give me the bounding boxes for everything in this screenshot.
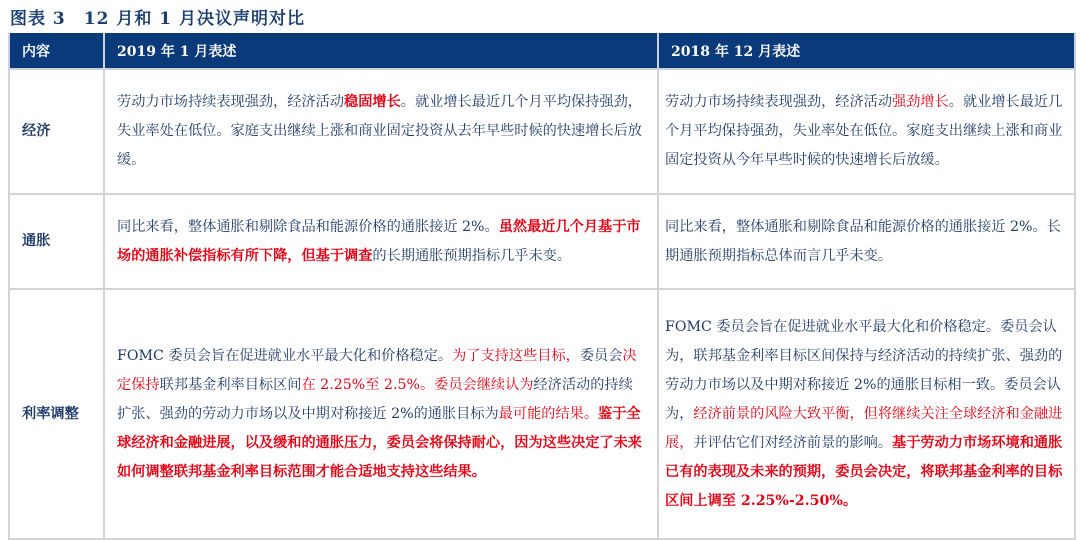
statement-segment: 。就业增长最近几个月平均保持强劲，失业率处在低位。家庭支出继续上涨和商业固定投资从去年早些时候的快速增长后放缓。 [117, 94, 642, 168]
header-content: 内容 [9, 34, 104, 70]
dec-2018-statement [658, 194, 1075, 289]
table-row-rate-adjustment [9, 289, 1075, 539]
statement-segment: 的长期通胀预期指标几乎未变。 [372, 247, 572, 264]
statement-segment: 虽然最近几个月基于市场的通胀补偿指标有所下降，但基于调查 [117, 218, 641, 264]
statement-segment: 。就业增长最近几个月平均保持强劲，失业率处在低位。家庭支出继续上涨和商业固定投资从今年早些时候的快速增长后放缓。 [665, 94, 1063, 168]
jan-2019-statement [104, 69, 658, 194]
jan-2019-statement [104, 289, 658, 539]
statement-segment: 经济活动的持续扩张、强劲的劳动力市场以及中期对称接近 2%的通胀目标为 [117, 376, 633, 422]
header-jan-2019: 2019 年 1 月表述 [104, 34, 658, 70]
statement-segment: 强劲增长 [892, 94, 949, 110]
dec-2018-statement [658, 289, 1075, 539]
row-label: 经济 [9, 69, 104, 194]
statement-segment: 最可能的结果。 [498, 405, 599, 422]
header-dec-2018: 2018 年 12 月表述 [658, 34, 1075, 70]
table-row-inflation [9, 194, 1075, 289]
jan-2019-statement [104, 194, 658, 289]
statement-segment: 并评估它们对经济前景的影响。 [693, 434, 893, 451]
statement-segment: 在 2.25%至 2.5%。委员会继续认为 [301, 376, 534, 393]
statement-segment: 委员会 [579, 347, 623, 364]
statement-segment: FOMC 委员会旨在促进就业水平最大化和价格稳定。委员会认为，联邦基金利率目标区间保持与经济活动的持续扩张、强劲的劳动力市场以及中期对称接近 2%的通胀目标相一致。委员会认为， [665, 318, 1063, 422]
table-header-row [9, 34, 1075, 70]
statement-segment: 劳动力市场持续表现强劲，经济活动 [117, 94, 345, 110]
figure-title [10, 4, 305, 30]
comparison-table [8, 33, 1076, 540]
statement-segment: FOMC 委员会旨在促进就业水平最大化和价格稳定。 [117, 347, 453, 364]
statement-segment: 稳固增长 [344, 94, 401, 110]
statement-segment: 鉴于全球经济和金融进展，以及缓和的通胀压力，委员会将保持耐心，因为这些决定了未来如何调整联邦基金利率目标范围才能合适地支持这些结果。 [117, 405, 642, 480]
statement-segment: 同比来看，整体通胀和剔除食品和能源价格的通胀接近 2%。 [117, 218, 499, 235]
figure-caption: 12 月和 1 月决议声明对比 [83, 9, 305, 29]
statement-segment: 决定保持 [117, 347, 637, 393]
statement-segment: 基于劳动力市场环境和通胀已有的表现及未来的预期，委员会决定，将联邦基金利率的目标区间上调至 2.25%-2.50%。 [665, 434, 1063, 509]
statement-segment: 为了支持这些目标， [452, 347, 580, 364]
figure-label: 图表 3 [10, 9, 66, 29]
row-label: 利率调整 [9, 289, 104, 539]
dec-2018-statement [658, 69, 1075, 194]
statement-segment: 经济前景的风险大致平衡，但将继续关注全球经济和金融进展， [665, 405, 1063, 451]
table-row-economy [9, 69, 1075, 194]
row-label: 通胀 [9, 194, 104, 289]
statement-segment: 联邦基金利率目标区间 [159, 376, 302, 393]
statement-segment: 同比来看，整体通胀和剔除食品和能源价格的通胀接近 2%。长期通胀预期指标总体而言几乎未变。 [665, 218, 1061, 264]
statement-segment: 劳动力市场持续表现强劲，经济活动 [665, 94, 893, 110]
